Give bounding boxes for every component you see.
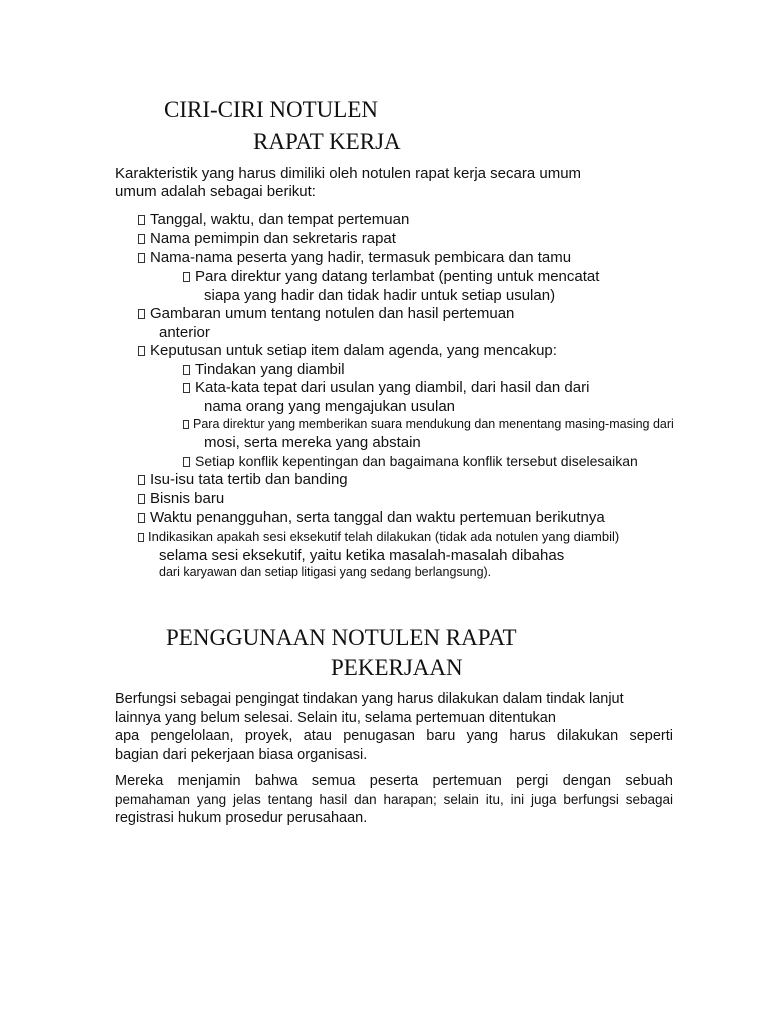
list-subitem: Setiap konflik kepentingan dan bagaimana konflik tersebut diselesaikan — [183, 454, 638, 468]
bullet-box-icon — [138, 234, 145, 244]
section1-intro-line1: Karakteristik yang harus dimiliki oleh notulen rapat kerja secara umum — [115, 165, 582, 182]
bullet-box-icon — [138, 513, 145, 523]
bullet-box-icon — [138, 494, 145, 504]
paragraph-line: lainnya yang belum selesai. Selain itu, selama pertemuan ditentukan — [115, 709, 556, 726]
list-subitem: Para direktur yang memberikan suara mendukung dan menentang masing-masing dari — [183, 418, 674, 431]
paragraph-line: pemahaman yang jelas tentang hasil dan harapan; selain itu, ini juga berfungsi sebagai — [115, 791, 673, 807]
list-item: Nama pemimpin dan sekretaris rapat — [138, 231, 396, 246]
bullet-box-icon — [138, 475, 145, 485]
list-item: Tanggal, waktu, dan tempat pertemuan — [138, 212, 409, 227]
list-item-continuation: anterior — [159, 324, 210, 341]
list-item-continuation: selama sesi eksekutif, yaitu ketika masalah-masalah dibahas — [159, 547, 565, 564]
list-subitem: Tindakan yang diambil — [183, 362, 345, 377]
list-subitem-continuation: mosi, serta mereka yang abstain — [204, 434, 421, 451]
section1-title-line1: CIRI-CIRI NOTULEN — [164, 97, 378, 122]
paragraph-line: apa pengelolaan, proyek, atau penugasan baru yang harus dilakukan seperti — [115, 728, 673, 744]
bullet-box-icon — [183, 457, 190, 467]
paragraph-line: Berfungsi sebagai pengingat tindakan yang harus dilakukan dalam tindak lanjut — [115, 691, 624, 707]
bullet-box-icon — [138, 533, 144, 542]
list-item: Isu-isu tata tertib dan banding — [138, 472, 348, 487]
bullet-box-icon — [183, 272, 190, 282]
section2-title-line1: PENGGUNAAN NOTULEN RAPAT — [166, 625, 517, 650]
section1-title-line2: RAPAT KERJA — [253, 129, 401, 154]
section2-title-line2: PEKERJAAN — [331, 655, 463, 680]
bullet-box-icon — [183, 383, 190, 393]
list-subitem-continuation: siapa yang hadir dan tidak hadir untuk setiap usulan) — [204, 287, 556, 304]
list-item: Indikasikan apakah sesi eksekutif telah dilakukan (tidak ada notulen yang diambil) — [138, 530, 619, 543]
paragraph-line: bagian dari pekerjaan biasa organisasi. — [115, 746, 368, 763]
paragraph-line: Mereka menjamin bahwa semua peserta pertemuan pergi dengan sebuah — [115, 773, 673, 789]
bullet-box-icon — [183, 420, 189, 429]
list-item: Keputusan untuk setiap item dalam agenda, yang mencakup: — [138, 343, 557, 358]
section2-paragraph-2 — [115, 772, 673, 828]
bullet-box-icon — [138, 215, 145, 225]
list-subitem-continuation: nama orang yang mengajukan usulan — [204, 398, 456, 415]
section2-paragraph-1 — [115, 690, 673, 764]
paragraph-line: registrasi hukum prosedur perusahaan. — [115, 810, 368, 826]
list-item: Nama-nama peserta yang hadir, termasuk pembicara dan tamu — [138, 250, 571, 265]
list-subitem: Para direktur yang datang terlambat (penting untuk mencatat — [183, 269, 599, 284]
bullet-box-icon — [138, 253, 145, 263]
section1-intro-line2: umum adalah sebagai berikut: — [115, 183, 316, 200]
list-item-continuation: dari karyawan dan setiap litigasi yang sedang berlangsung). — [159, 565, 492, 579]
list-item: Waktu penangguhan, serta tanggal dan waktu pertemuan berikutnya — [138, 510, 605, 525]
list-subitem: Kata-kata tepat dari usulan yang diambil, dari hasil dan dari — [183, 380, 589, 395]
bullet-box-icon — [138, 309, 145, 319]
bullet-box-icon — [138, 346, 145, 356]
list-item: Gambaran umum tentang notulen dan hasil pertemuan — [138, 306, 514, 321]
bullet-box-icon — [183, 365, 190, 375]
list-item: Bisnis baru — [138, 491, 224, 506]
